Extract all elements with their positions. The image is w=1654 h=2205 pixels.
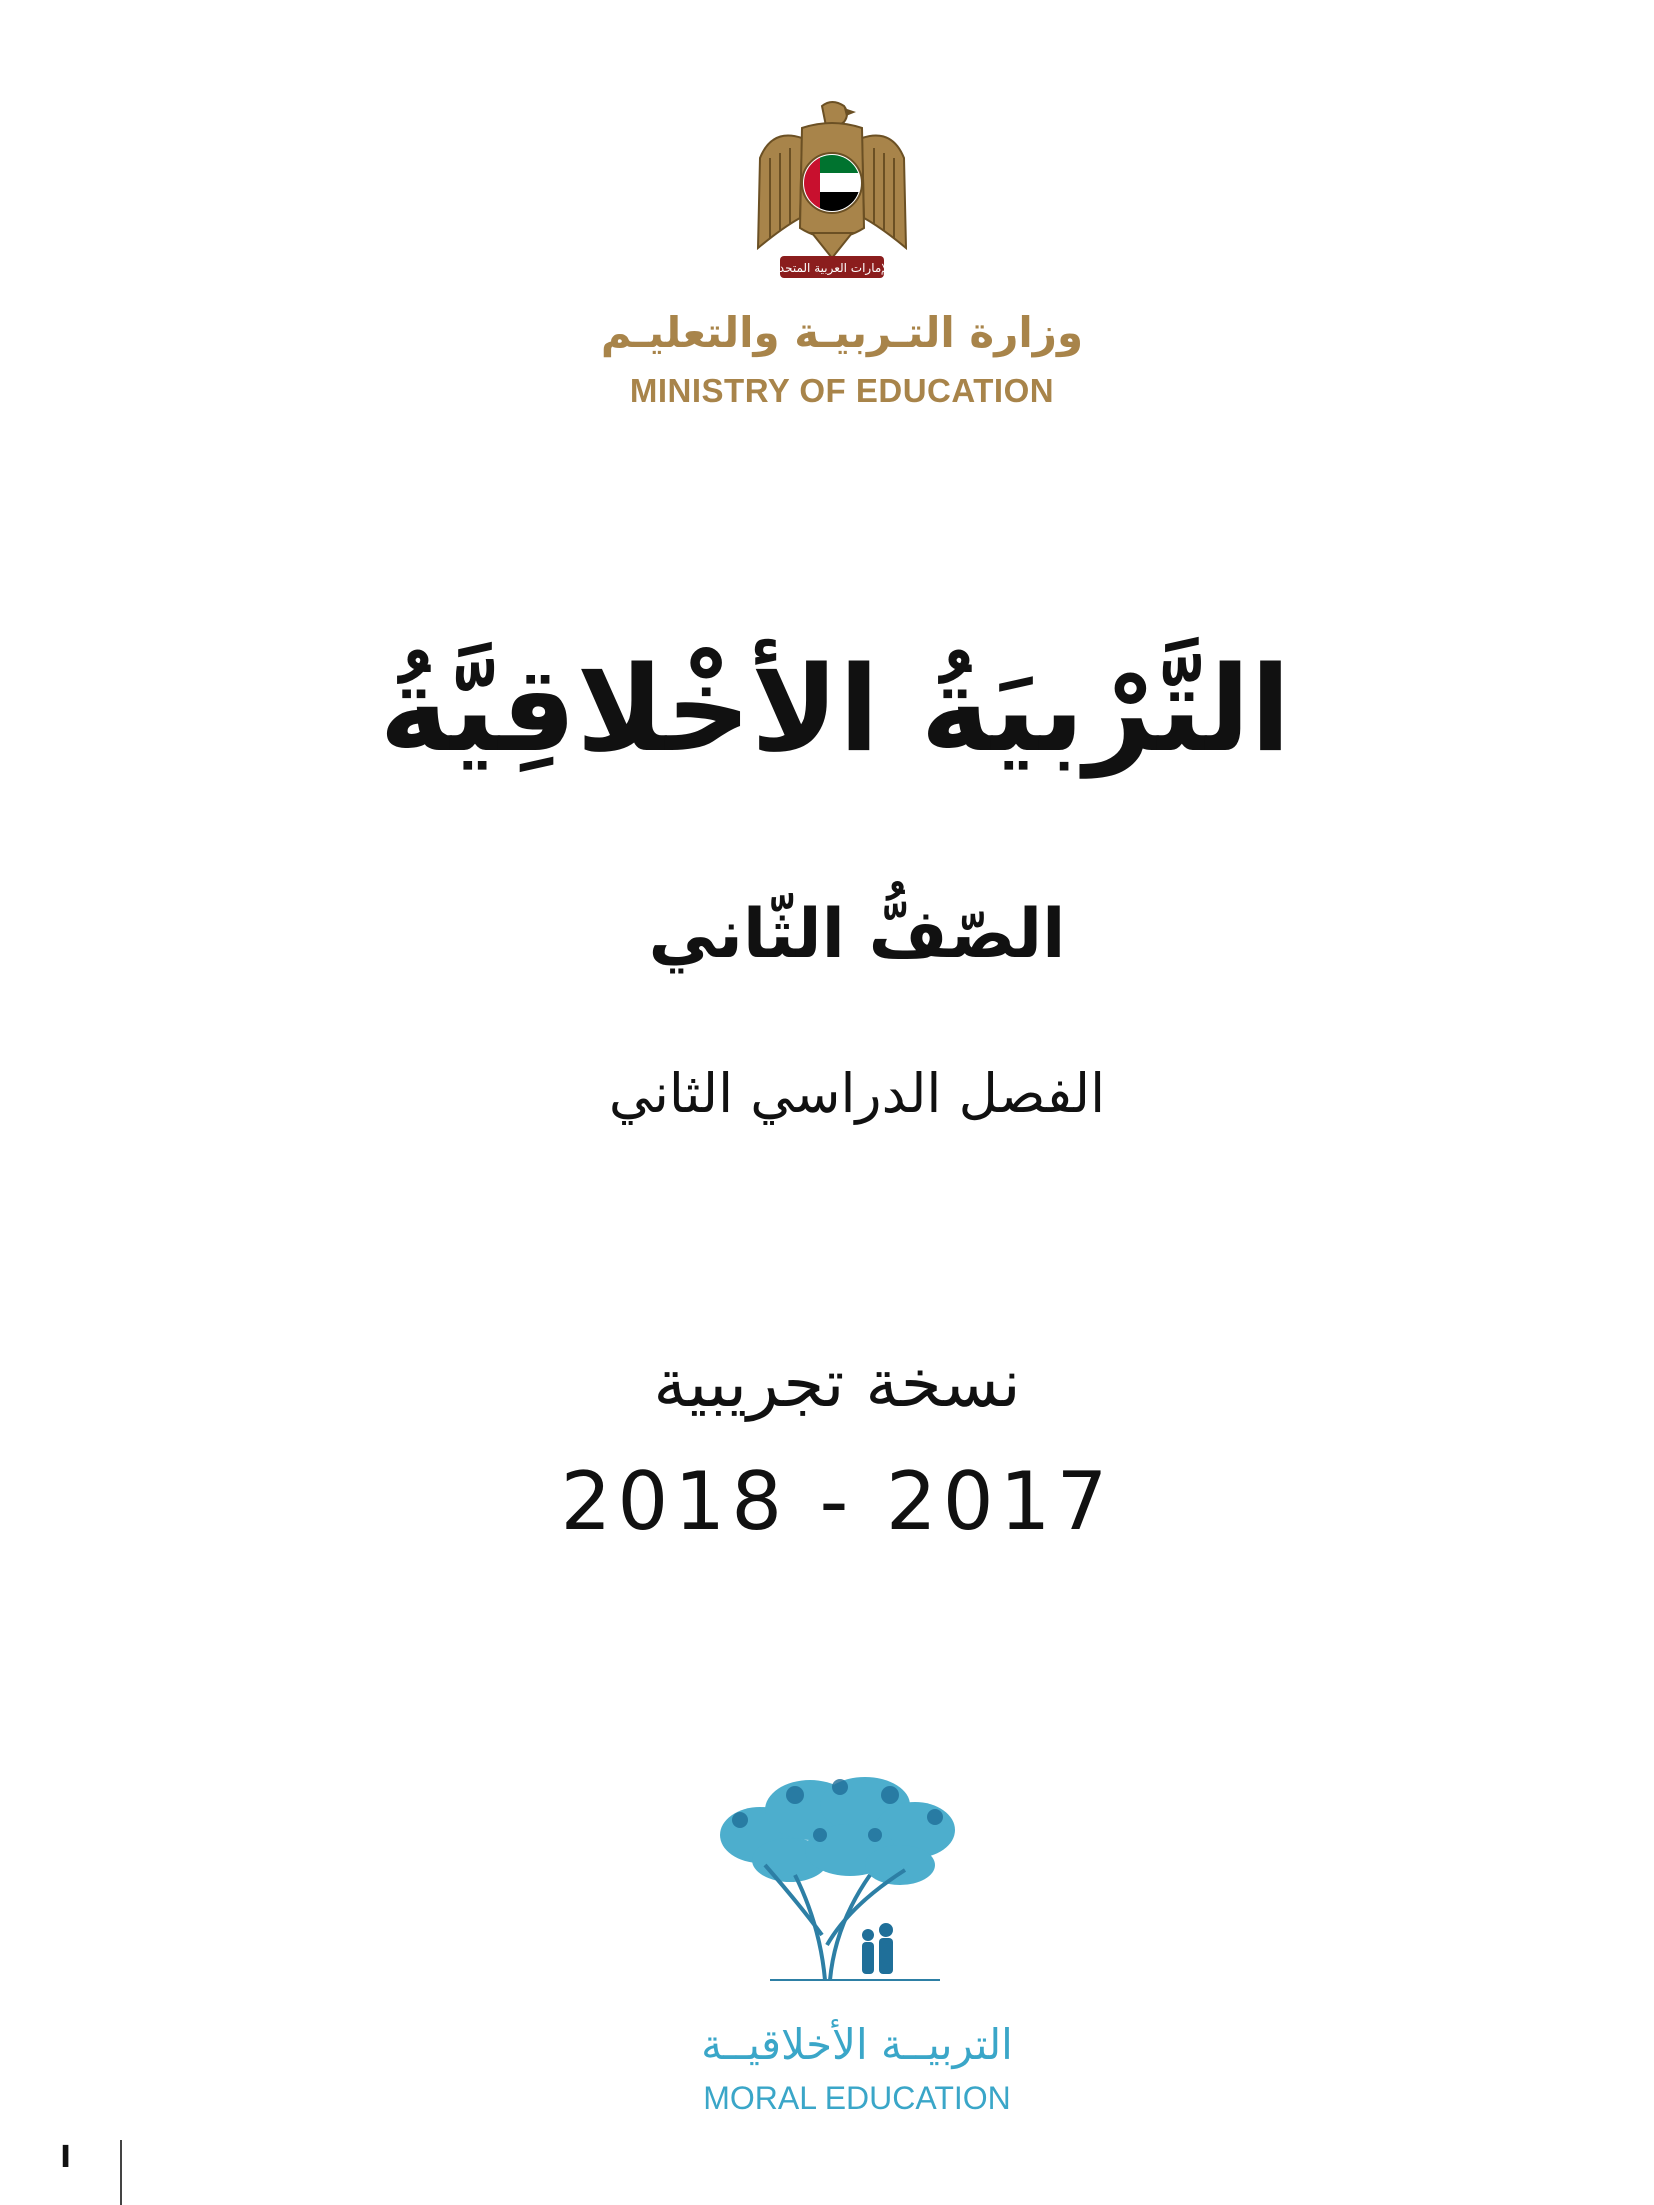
page-divider <box>120 2140 122 2205</box>
term-label: الفصل الدراسي الثاني <box>608 1062 1106 1125</box>
grade-label: الصّفُّ الثّاني <box>648 895 1066 974</box>
ministry-name-english: MINISTRY OF EDUCATION <box>629 372 1055 409</box>
academic-years: 2018 - 2017 <box>560 1455 1114 1548</box>
moral-education-logo-english: MORAL EDUCATION <box>703 2080 1011 2116</box>
page-number: I <box>60 2140 72 2175</box>
ministry-name-arabic: وزارة التـربيـة والتعليـم <box>600 308 1084 357</box>
edition-label: نسخة تجريبية <box>653 1345 1021 1422</box>
book-title: التَّرْبيَةُ الأخْلاقِيَّةُ <box>379 640 1291 778</box>
svg-text:الإمارات العربية المتحدة: الإمارات العربية المتحدة <box>772 261 892 275</box>
moral-education-tree-icon <box>700 1765 970 2005</box>
moral-education-logo-arabic: التربيــة الأخلاقيــة <box>701 2020 1013 2069</box>
uae-emblem-icon <box>752 98 912 283</box>
